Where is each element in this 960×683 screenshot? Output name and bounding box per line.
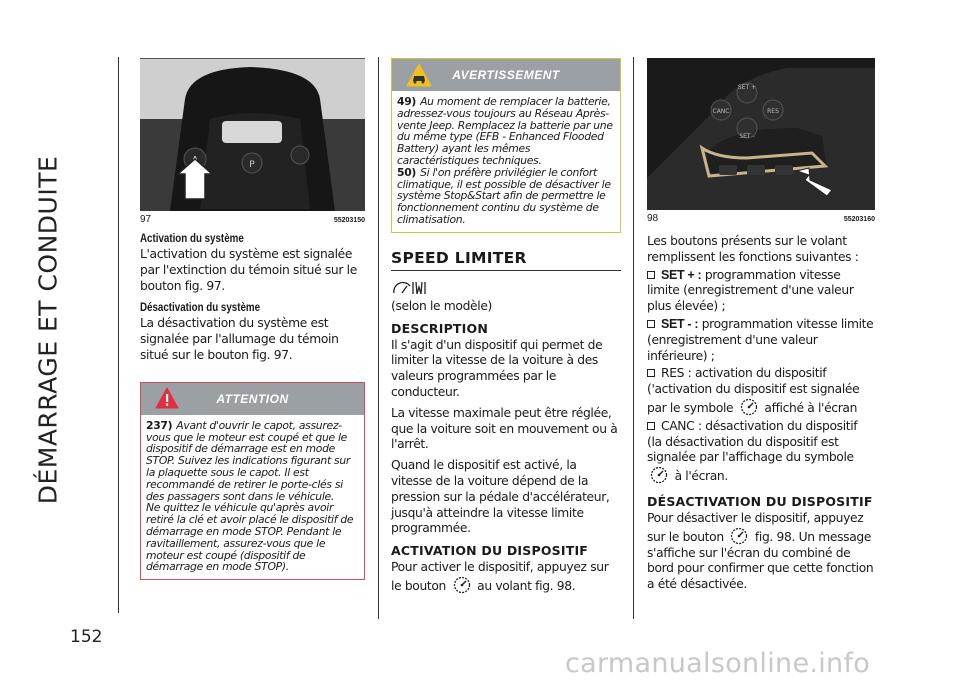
set-minus-text: programmation vitesse limite (enregistrement d'une valeur inférieure) ; (647, 316, 874, 363)
note-number: 49) (397, 95, 417, 108)
speedometer-button-icon (453, 576, 471, 594)
bullet-set-plus (647, 268, 875, 315)
warning-box (391, 58, 621, 233)
attention-header (141, 383, 364, 415)
speed-limiter-symbol-icon (391, 277, 431, 297)
description-p3: Quand le dispositif est activé, la vitesse de la voiture dépend de la pression sur la pédale d'accélérateur, jusqu'à atteindre la vitesse limite programmée. (391, 458, 610, 536)
note-number: 237) (146, 418, 173, 432)
note-number: 50) (397, 165, 417, 179)
deactivation-paragraph (647, 511, 875, 593)
figure-97-image (140, 59, 365, 211)
column-2 (391, 58, 621, 595)
deactivation-title: DÉSACTIVATION DU DISPOSITIF (647, 493, 873, 509)
page-number: 152 (70, 627, 103, 647)
res-text-after: affiché à l'écran (764, 400, 858, 415)
steering-wheel-illustration (647, 58, 875, 210)
speedometer-symbol-icon (740, 398, 758, 416)
figure-code: 55203150 (333, 217, 365, 224)
canc-label: CANC (712, 108, 730, 115)
bullet-box-icon (647, 320, 655, 328)
warning-body (392, 91, 620, 232)
speedometer-symbol-icon (650, 466, 668, 484)
figure-number: 98 (647, 213, 659, 224)
deactivation-text: La désactivation du système est signalée par l'allumage du témoin situé sur le bouton fig. 97. (140, 316, 339, 362)
middle-divider (378, 57, 379, 619)
car-warning-icon (406, 63, 432, 87)
set-plus-label: SET + (737, 84, 757, 91)
activation-paragraph (391, 560, 621, 595)
warning-triangle-icon (155, 387, 179, 409)
speedometer-button-icon (730, 527, 748, 545)
activation-text-before: Pour activer le dispositif, appuyez sur le bouton (391, 560, 609, 593)
figure-98-caption (647, 213, 875, 224)
description-title: DESCRIPTION (391, 320, 488, 336)
bullet-set-minus (647, 317, 875, 364)
attention-text-1: Avant d'ouvrir le capot, assurez-vous que le moteur est coupé et que le dispositif de démarrage est en mode STOP. Suivez les indications figurant sur la plaquette sous le capot. Il est recommandé de retirer le porte-clés si des passagers sont dans le véhicule. (146, 418, 351, 503)
set-plus-keyword: SET + : (661, 267, 702, 282)
figure-98-image (647, 58, 875, 210)
bullet-res (647, 366, 875, 416)
bullet-canc (647, 419, 875, 485)
deactivation-text-before: Pour désactiver le dispositif, appuyez sur le bouton (647, 510, 864, 544)
functions-intro: Les boutons présents sur le volant remplissent les fonctions suivantes : (647, 234, 859, 264)
bullet-box-icon (647, 271, 655, 279)
activation-title: ACTIVATION DU DISPOSITIF (391, 543, 589, 559)
column-1 (140, 58, 365, 580)
res-text-before: RES : activation du dispositif ('activation du dispositif est signalée par le symbole (647, 366, 860, 415)
activation-text: L'activation du système est signalée par l'extinction du témoin situé sur le bouton fig. 97. (140, 247, 357, 293)
attention-body (141, 415, 364, 579)
figure-number: 97 (140, 214, 152, 225)
set-minus-keyword: SET - : (661, 316, 699, 331)
deactivation-text-after: fig. 98. Un message s'affiche sur l'écran du combiné de bord pour confirmer que cette fonction a été désactivée. (647, 529, 874, 592)
warning-header (392, 59, 620, 91)
attention-box (140, 382, 365, 580)
column-3 (647, 58, 875, 593)
right-divider (633, 57, 634, 619)
res-label: RES (767, 108, 779, 115)
activation-subtitle: Activation du système (140, 233, 244, 245)
attention-label: ATTENTION (216, 391, 289, 406)
speed-limiter-title: SPEED LIMITER (391, 249, 621, 271)
figure-97-caption (140, 214, 365, 225)
figure-code: 55203160 (843, 216, 875, 223)
watermark-text: carmanualsonline.info (565, 648, 871, 679)
left-divider (118, 57, 119, 613)
warning-text-2: Si l'on préfère privilégier le confort climatique, il est possible de désactiver le système Stop&Start afin de permettre le fonctionnement continu du système de climatisation. (397, 165, 611, 226)
set-plus-text: programmation vitesse limite (enregistrement d'une valeur plus élevée) ; (647, 267, 854, 314)
canc-text-after: à l'écran. (674, 469, 728, 484)
svg-text:P: P (249, 160, 255, 170)
bullet-box-icon (647, 422, 655, 430)
description-p2: La vitesse maximale peut être réglée, que la voiture soit en mouvement ou à l'arrêt. (391, 405, 618, 452)
deactivation-subtitle: Désactivation du système (140, 302, 261, 315)
canc-text-before: CANC : désactivation du dispositif (la désactivation du dispositif est signalée par l'affichage du symbole (647, 418, 858, 465)
speed-limiter-icon (391, 277, 621, 297)
set-minus-label: SET - (739, 133, 755, 140)
warning-text-1: Au moment de remplacer la batterie, adressez-vous toujours au Réseau Après-vente Jeep. Remplacez la batterie par une du même type (EFB - Enhanced Flooded Battery) ayant les mêmes caractéristiques techniques. (397, 95, 613, 167)
activation-text-after: au volant fig. 98. (477, 578, 576, 593)
console-button-illustration (140, 59, 365, 211)
model-note: (selon le modèle) (391, 298, 493, 313)
warning-label: AVERTISSEMENT (452, 68, 560, 82)
attention-text-2: Ne quittez le véhicule qu'après avoir retiré la clé et avoir placé le dispositif de démarrage en mode STOP. Pendant le ravitaillement, assurez-vous que le moteur est coupé (dispositif de démarrage en mode STOP). (146, 501, 354, 574)
side-chapter-title: DÉMARRAGE ET CONDUITE (33, 155, 63, 505)
description-p1: Il s'agit d'un dispositif qui permet de limiter la vitesse de la voiture à des valeurs programmées par le conducteur. (391, 337, 603, 399)
bullet-box-icon (647, 369, 655, 377)
